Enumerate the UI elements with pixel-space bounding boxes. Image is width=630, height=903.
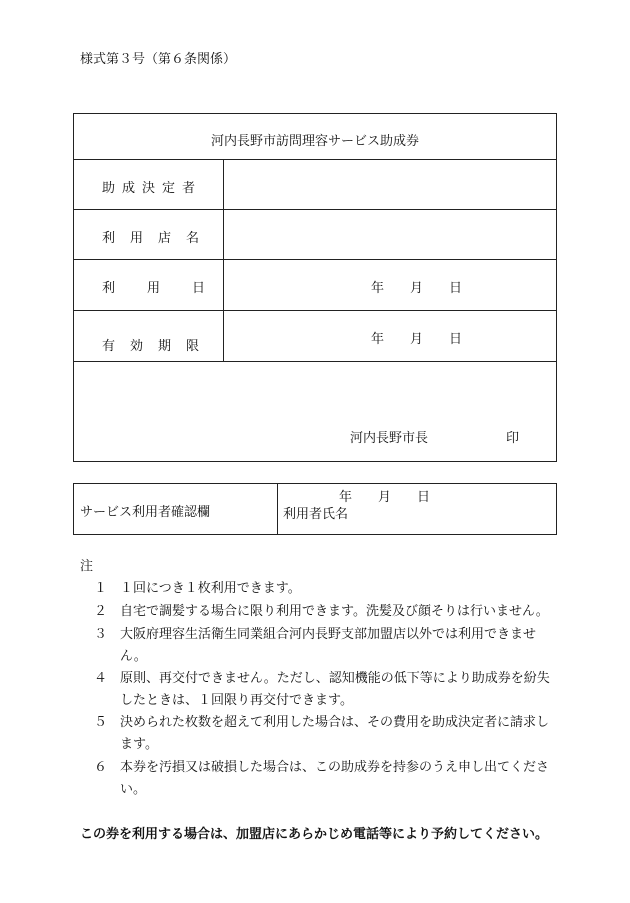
seal-mark: 印 [506,431,520,446]
column-divider [223,159,224,361]
note-text: 自宅で調髪する場合に限り利用できます。洗髪及び顔そりは行いません。 [120,604,549,619]
note-number: １ [94,581,108,596]
issuer-name: 河内長野市長 [350,431,429,446]
form-number: 様式第３号（第６条関係） [80,52,237,67]
value-use-date: 年 月 日 [371,281,463,296]
coupon-table [73,113,557,462]
note-text: １回につき１枚利用できます。 [120,581,301,596]
note-number: ３ [94,627,108,642]
value-expiry-date: 年 月 日 [371,332,463,347]
confirm-date: 年 月 日 [339,490,431,505]
reservation-notice: この券を利用する場合は、加盟店にあらかじめ電話等により予約してください。 [80,827,549,842]
row-divider [74,310,556,311]
user-name-label: 利用者氏名 [283,507,349,522]
note-text: 決められた枚数を超えて利用した場合は、その費用を助成決定者に請求します。 [120,715,550,752]
confirm-label: サービス利用者確認欄 [80,505,211,520]
notes-heading: 注 [80,559,94,574]
note-text: 原則、再交付できません。ただし、認知機能の低下等により助成券を紛失したときは、１回限り再交付できます。 [120,671,550,708]
user-confirmation-table [73,483,557,535]
note-number: ６ [94,760,108,775]
row-divider [74,361,556,362]
note-number: ５ [94,715,108,730]
note-text: 大阪府理容生活衛生同業組合河内長野支部加盟店以外では利用できません。 [120,627,537,664]
column-divider [277,484,278,534]
label-shop-name: 利用店名 [102,231,215,246]
coupon-title: 河内長野市訪問理容サービス助成券 [210,134,419,149]
row-divider [74,159,556,160]
label-subsidy-recipient: 助成決定者 [102,181,203,196]
note-text: 本券を汚損又は破損した場合は、この助成券を持参のうえ申し出てください。 [120,760,550,797]
label-use-date: 利用日 [102,281,238,296]
note-number: ２ [94,604,108,619]
label-expiry: 有効期限 [102,339,215,354]
row-divider [74,259,556,260]
row-divider [74,209,556,210]
note-number: ４ [94,671,108,686]
